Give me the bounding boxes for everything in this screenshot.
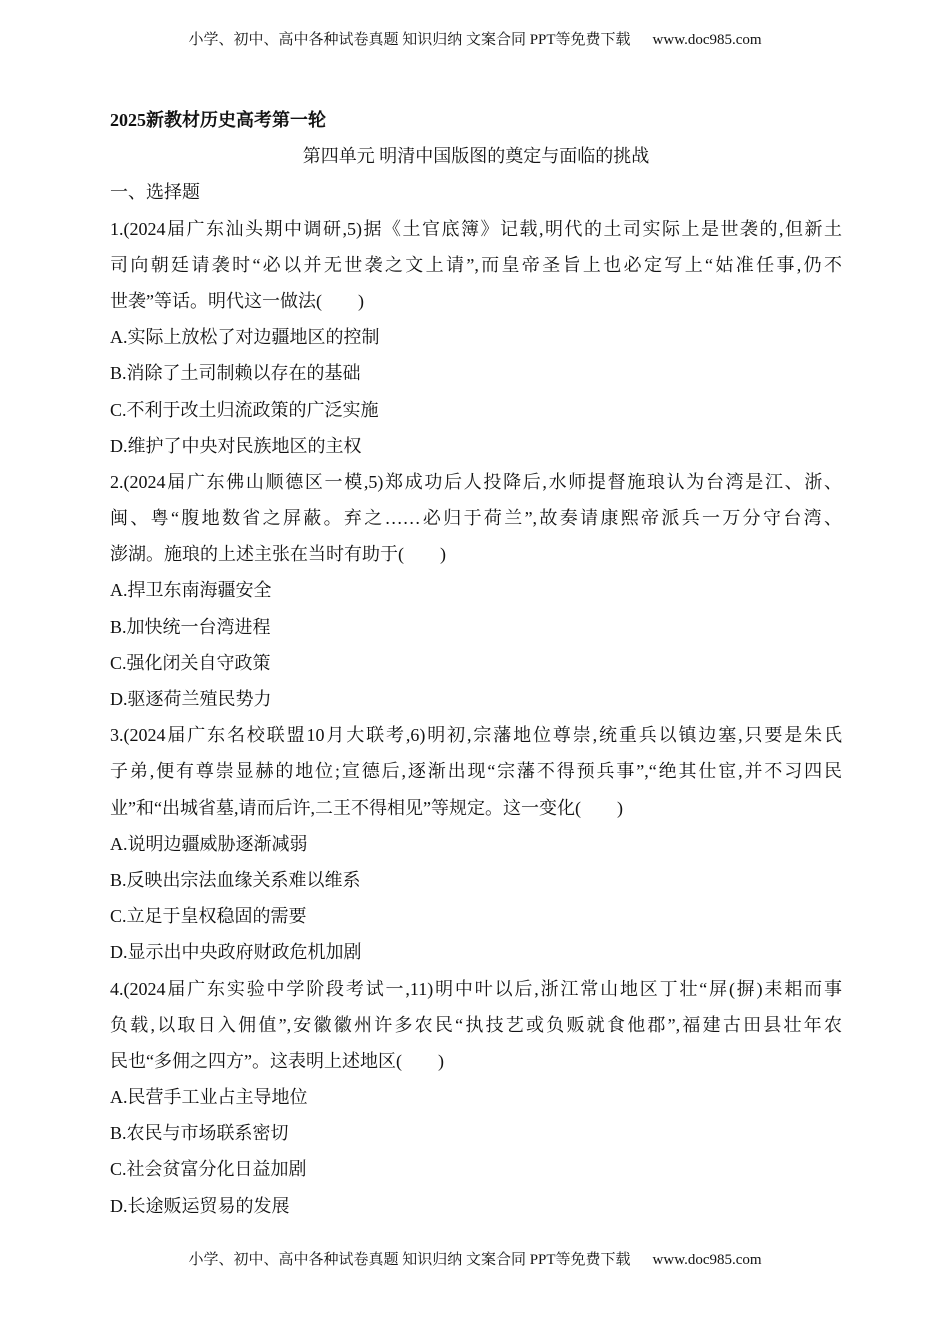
question-4 [110, 971, 842, 1224]
answer-option-b: B.消除了土司制赖以存在的基础 [110, 363, 361, 384]
answer-option-b: B.反映出宗法血缘关系难以维系 [110, 869, 361, 890]
question-stem-line: 世袭”等话。明代这一做法( ) [110, 290, 364, 311]
answer-option-d: D.驱逐荷兰殖民势力 [110, 689, 272, 709]
footer-text: 小学、初中、高中各种试卷真题 知识归纳 文案合同 PPT等免费下载 [188, 1252, 631, 1268]
question-stem-line: 负载,以取日入佣值”,安徽徽州许多农民“执技艺或负贩就食他郡”,福建古田县壮年农 [110, 1014, 842, 1035]
answer-option-d: D.显示出中央政府财政危机加剧 [110, 942, 362, 963]
question-stem-line: 司向朝廷请袭时“必以并无世袭之文上请”,而皇帝圣旨上也必定写上“姑准任事,仍不 [110, 254, 842, 275]
answer-option-a: A.民营手工业占主导地位 [110, 1087, 308, 1108]
answer-option-a: A.捍卫东南海疆安全 [110, 580, 272, 601]
answer-option-c: C.社会贫富分化日益加剧 [110, 1159, 307, 1180]
question-stem-line: 闽、粤“腹地数省之屏蔽。弃之……必归于荷兰”,故奏请康熙帝派兵一万分守台湾、 [110, 508, 842, 529]
question-stem-line: 澎湖。施琅的上述主张在当时有助于( ) [110, 544, 446, 565]
answer-option-a: A.实际上放松了对边疆地区的控制 [110, 327, 380, 348]
question-stem-line: 民也“多佣之四方”。这表明上述地区( ) [110, 1050, 444, 1071]
header-url[interactable]: www.doc985.com [652, 32, 762, 48]
document-title: 2025新教材历史高考第一轮 [110, 110, 326, 130]
answer-option-b: B.加快统一台湾进程 [110, 616, 271, 637]
question-stem-line: 2.(2024届广东佛山顺德区一模,5)郑成功后人投降后,水师提督施琅认为台湾是江、浙、 [110, 471, 842, 492]
question-stem-line: 3.(2024届广东名校联盟10月大联考,6)明初,宗藩地位尊崇,统重兵以镇边塞,只要是朱氏 [110, 725, 842, 746]
document-body [110, 102, 842, 1224]
answer-option-c: C.立足于皇权稳固的需要 [110, 906, 307, 927]
page-footer [0, 1248, 950, 1269]
answer-option-c: C.不利于改土归流政策的广泛实施 [110, 399, 379, 420]
question-3 [110, 717, 842, 970]
answer-option-b: B.农民与市场联系密切 [110, 1123, 289, 1144]
section-heading: 一、选择题 [110, 182, 200, 203]
question-stem-line: 业”和“出城省墓,请而后许,二王不得相见”等规定。这一变化( ) [110, 797, 623, 818]
answer-option-a: A.说明边疆威胁逐渐减弱 [110, 833, 308, 854]
question-1 [110, 211, 842, 464]
question-2 [110, 464, 842, 717]
page-header [0, 28, 950, 49]
answer-option-d: D.维护了中央对民族地区的主权 [110, 435, 362, 456]
question-stem-line: 4.(2024届广东实验中学阶段考试一,11)明中叶以后,浙江常山地区丁壮“屏(摒)耒耜而事 [110, 978, 842, 999]
unit-title: 第四单元 明清中国版图的奠定与面临的挑战 [302, 146, 650, 167]
footer-url[interactable]: www.doc985.com [652, 1252, 762, 1268]
question-stem-line: 子弟,便有尊崇显赫的地位;宣德后,逐渐出现“宗藩不得预兵事”,“绝其仕宦,并不习四民 [110, 761, 842, 782]
answer-option-d: D.长途贩运贸易的发展 [110, 1195, 290, 1216]
answer-option-c: C.强化闭关自守政策 [110, 652, 271, 673]
question-list [110, 211, 842, 1224]
question-stem-line: 1.(2024届广东汕头期中调研,5)据《土官底簿》记载,明代的土司实际上是世袭的,但新土 [110, 218, 842, 239]
header-text: 小学、初中、高中各种试卷真题 知识归纳 文案合同 PPT等免费下载 [188, 32, 631, 48]
